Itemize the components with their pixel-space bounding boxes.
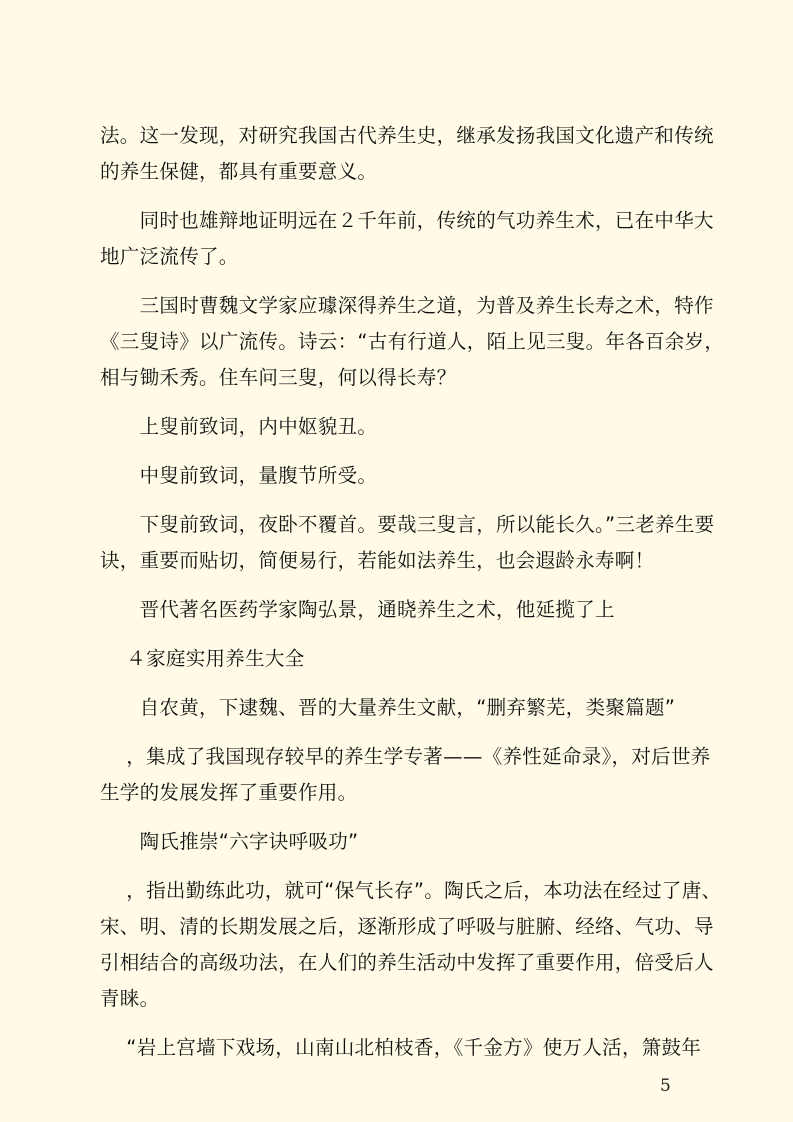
text-line: ４家庭实用养生大全 bbox=[100, 647, 305, 670]
paragraph bbox=[100, 507, 725, 579]
paragraph bbox=[100, 592, 725, 628]
paragraph bbox=[100, 458, 725, 494]
paragraph bbox=[100, 641, 725, 677]
text-line: 下叟前致词，夜卧不覆首。要哉三叟言，所以能长久。”三老养生要 bbox=[100, 513, 715, 536]
text-line: “岩上宫墙下戏场，山南山北柏枝香，《千金方》使万人活，箫鼓年 bbox=[100, 1036, 702, 1059]
text-line: 宋、明、清的长期发展之后，逐渐形成了呼吸与脏腑、经络、气功、导 bbox=[100, 915, 714, 938]
paragraph bbox=[100, 824, 725, 860]
text-line: 生学的发展发挥了重要作用。 bbox=[100, 781, 358, 804]
paragraph bbox=[100, 118, 725, 190]
page-number: 5 bbox=[660, 1076, 671, 1096]
text-line: 晋代著名医药学家陶弘景，通晓养生之术，他延揽了上 bbox=[100, 598, 615, 621]
text-line: 中叟前致词，量腹节所受。 bbox=[100, 464, 378, 487]
paragraph bbox=[100, 873, 725, 1017]
text-line: ，集成了我国现存较早的养生学专著——《养性延命录》，对后世养 bbox=[100, 745, 711, 768]
text-line: 《三叟诗》以广流传。诗云：“古有行道人，陌上见三叟。年各百余岁， bbox=[100, 330, 725, 353]
text-line: 的养生保健，都具有重要意义。 bbox=[100, 160, 378, 183]
paragraph bbox=[100, 203, 725, 275]
document-body bbox=[100, 118, 725, 1066]
paragraph bbox=[100, 1030, 725, 1066]
text-line: 法。这一发现，对研究我国古代养生史，继承发扬我国文化遗产和传统 bbox=[100, 124, 714, 147]
paragraph bbox=[100, 409, 725, 445]
text-line: 上叟前致词，内中妪貌丑。 bbox=[100, 415, 378, 438]
text-line: 诀，重要而贴切，简便易行，若能如法养生，也会遐龄永寿啊！ bbox=[100, 549, 655, 572]
text-line: 地广泛流传了。 bbox=[100, 245, 239, 268]
text-line: 引相结合的高级功法，在人们的养生活动中发挥了重要作用，倍受后人 bbox=[100, 951, 714, 974]
text-line: 相与锄禾秀。住车问三叟，何以得长寿？ bbox=[100, 366, 457, 389]
paragraph bbox=[100, 690, 725, 726]
text-line: 三国时曹魏文学家应璩深得养生之道，为普及养生长寿之术，特作 bbox=[100, 294, 714, 317]
paragraph bbox=[100, 739, 725, 811]
text-line: 陶氏推崇“六字诀呼吸功” bbox=[100, 830, 359, 853]
paragraph bbox=[100, 288, 725, 396]
text-line: ，指出勤练此功，就可“保气长存”。陶氏之后，本功法在经过了唐、 bbox=[100, 879, 722, 902]
text-line: 青睐。 bbox=[100, 987, 160, 1010]
text-line: 自农黄，下逮魏、晋的大量养生文献，“删弃繁芜，类聚篇题” bbox=[100, 696, 676, 719]
text-line: 同时也雄辩地证明远在２千年前，传统的气功养生术，已在中华大 bbox=[100, 209, 714, 232]
